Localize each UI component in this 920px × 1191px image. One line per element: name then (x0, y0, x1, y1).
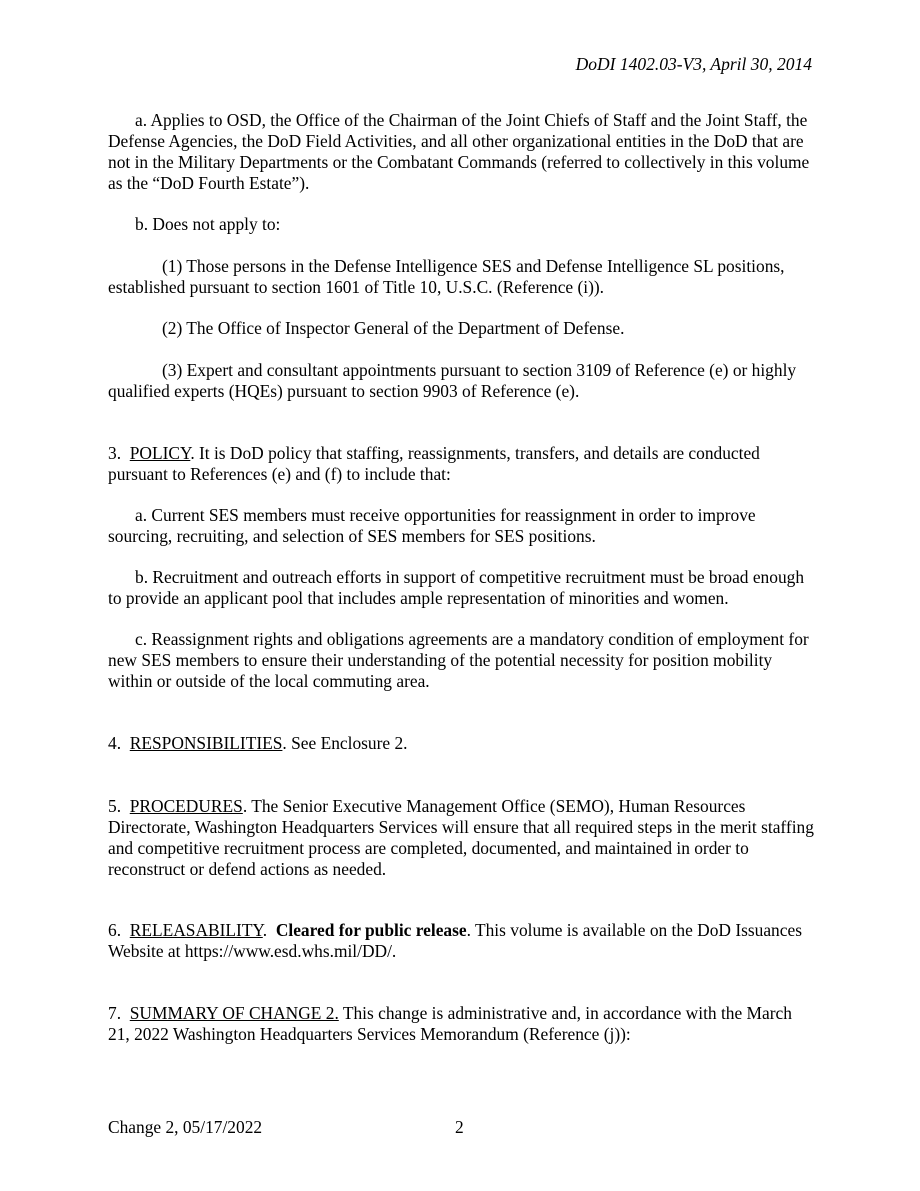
applicability-b2: (2) The Office of Inspector General of the Department of Defense. (162, 318, 625, 338)
procedures-section (108, 796, 818, 880)
applicability-b3: (3) Expert and consultant appointments pursuant to section 3109 of Reference (e) or highly qualified experts (HQEs) pursuant to section 9903 of Reference (e). (108, 360, 797, 401)
footer-page-number: 2 (455, 1117, 464, 1137)
section-number: 5. (108, 796, 122, 816)
section-heading: RELEASABILITY (129, 920, 263, 940)
footer-change-label: Change 2, 05/17/2022 (108, 1117, 263, 1137)
applicability-a: a. Applies to OSD, the Office of the Chairman of the Joint Chiefs of Staff and the Joint Staff, the Defense Agencies, the DoD Field Activities, and all other organizational entities in the DoD that are not in the Military Departments or the Combatant Commands (referred to collectively in this volume as the “DoD Fourth Estate”). (108, 110, 810, 193)
applicability-b: b. Does not apply to: (135, 214, 281, 234)
section-text: . The Senior Executive Management Office (SEMO), Human Resources Directorate, Washington Headquarters Services will ensure that all required steps in the merit staffing and competitive recruitment process are completed, documented, and maintained in order to reconstruct or defend actions as needed. (108, 796, 814, 879)
section-heading: RESPONSIBILITIES (129, 733, 283, 753)
document-id-header: DoDI 1402.03-V3, April 30, 2014 (575, 54, 812, 74)
public-release-notice: Cleared for public release (275, 920, 467, 940)
section-number: 6. (108, 920, 122, 940)
section-heading: SUMMARY OF CHANGE 2. (129, 1003, 339, 1023)
section-text: . This volume is available on the DoD Issuances Website at https://www.esd.whs.mil/DD/. (108, 920, 802, 961)
policy-section (108, 443, 818, 485)
section-number: 4. (108, 733, 122, 753)
section-number: 7. (108, 1003, 122, 1023)
policy-b: b. Recruitment and outreach efforts in support of competitive recruitment must be broad enough to provide an applicant pool that includes ample representation of minorities and women. (108, 567, 805, 608)
releasability-section (108, 920, 818, 962)
section-heading: POLICY (129, 443, 191, 463)
section-heading: PROCEDURES (129, 796, 243, 816)
responsibilities-section (108, 733, 818, 754)
summary-section (108, 1003, 818, 1045)
section-number: 3. (108, 443, 122, 463)
section-text: . See Enclosure 2. (282, 733, 408, 753)
section-text: . It is DoD policy that staffing, reassignments, transfers, and details are conducted pursuant to References (e) and (f) to include that: (108, 443, 760, 484)
section-separator: . (262, 920, 276, 940)
section-text: This change is administrative and, in accordance with the March 21, 2022 Washington Headquarters Services Memorandum (Reference (j)): (108, 1003, 792, 1044)
policy-c: c. Reassignment rights and obligations agreements are a mandatory condition of employment for new SES members to ensure their understanding of the potential necessity for position mobility within or outside of the local commuting area. (108, 629, 809, 691)
applicability-b1: (1) Those persons in the Defense Intelligence SES and Defense Intelligence SL positions, established pursuant to section 1601 of Title 10, U.S.C. (Reference (i)). (108, 256, 785, 297)
policy-a: a. Current SES members must receive opportunities for reassignment in order to improve sourcing, recruiting, and selection of SES members for SES positions. (108, 505, 756, 546)
